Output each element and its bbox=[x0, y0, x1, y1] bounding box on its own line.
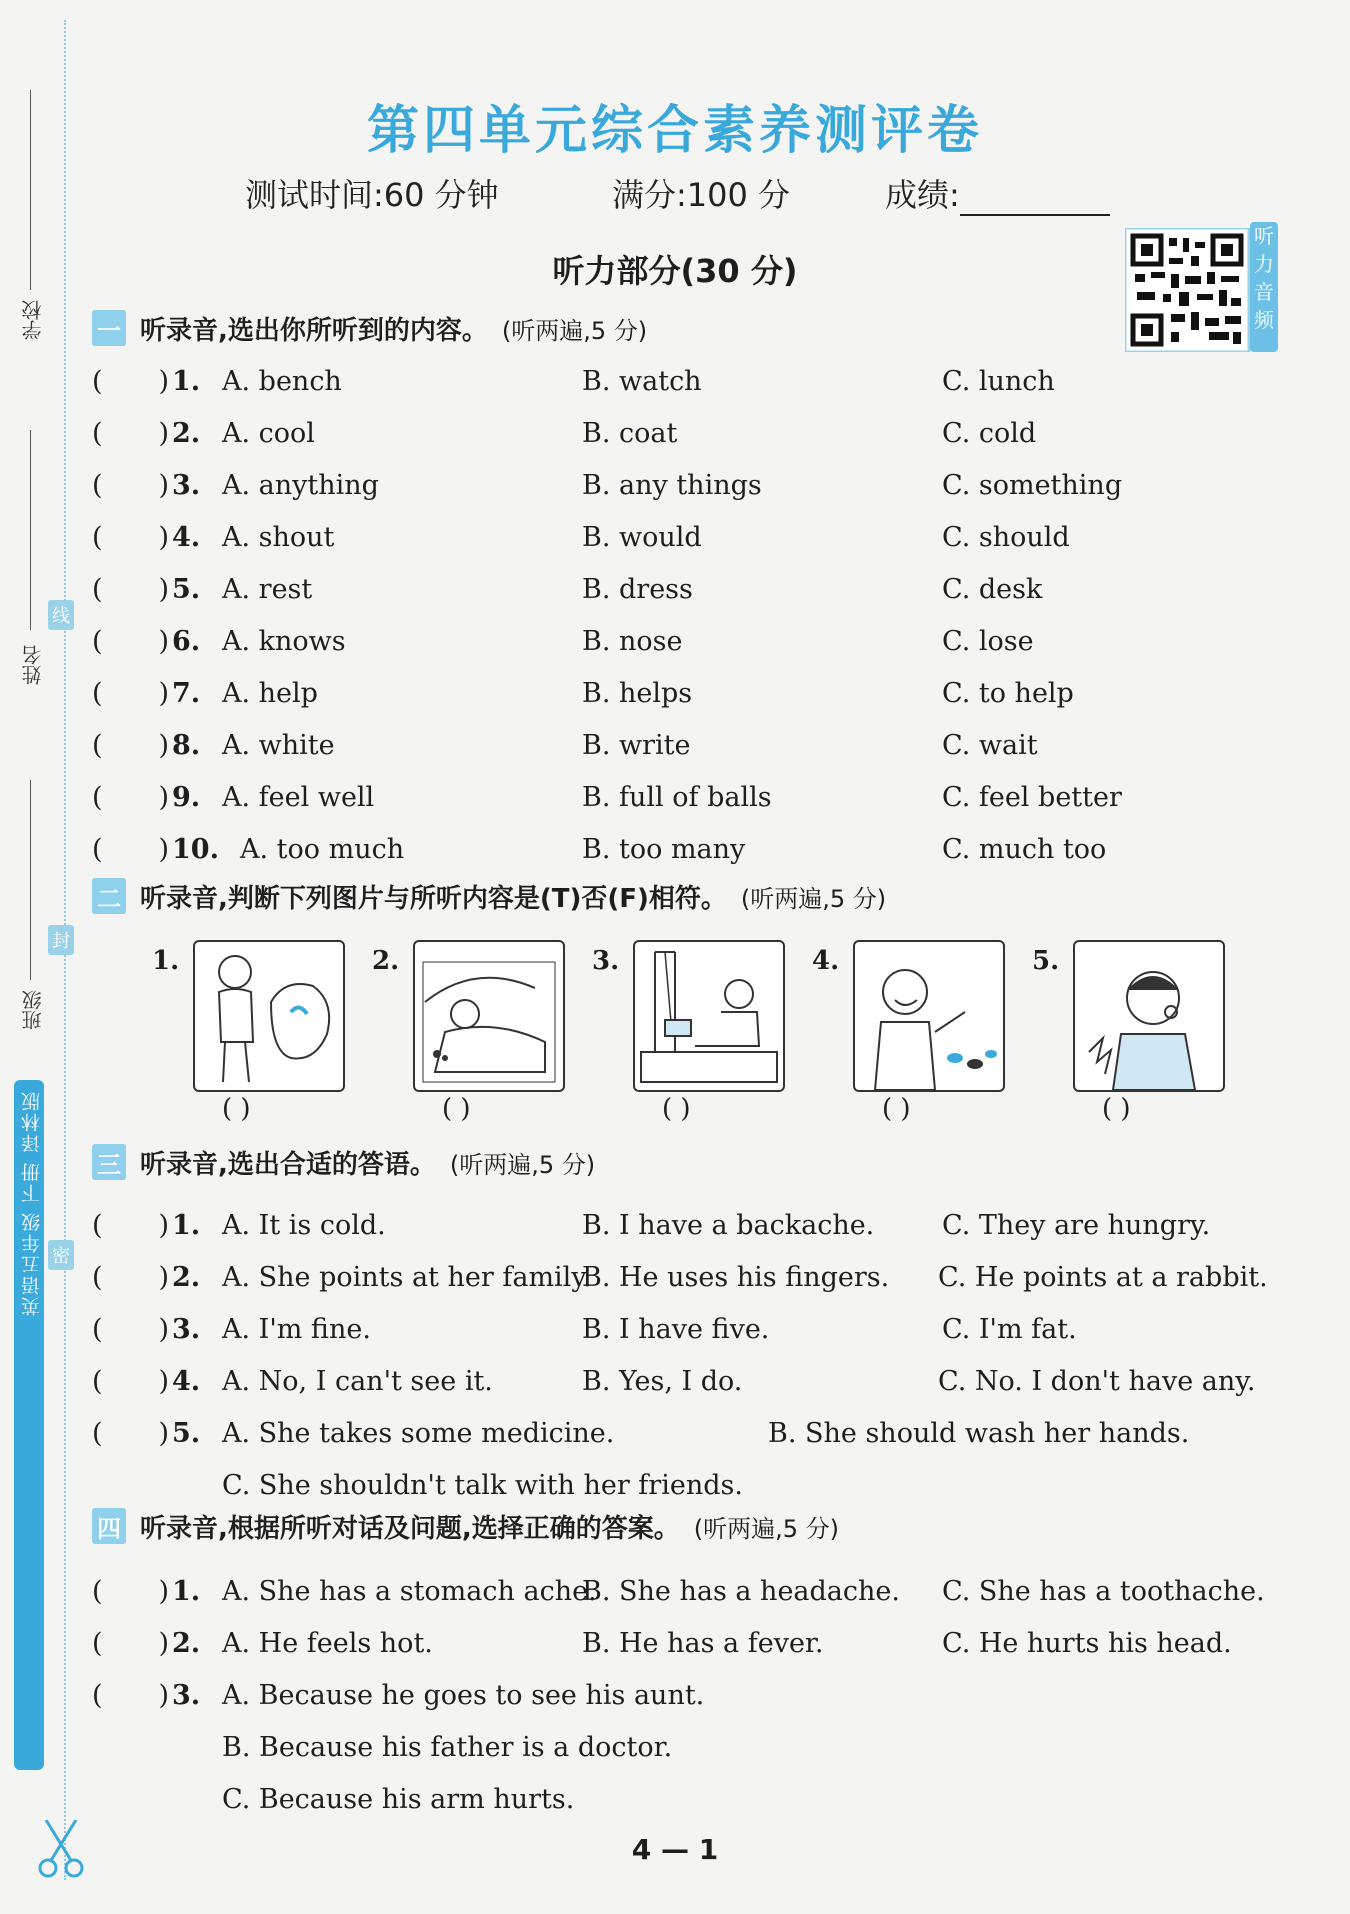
section-1-note: (听两遍,5 分) bbox=[501, 316, 648, 345]
question-number: 1. bbox=[172, 366, 201, 397]
book-title: 英语五年级 下册 译林版 bbox=[21, 1090, 43, 1317]
option-b[interactable]: B. She should wash her hands. bbox=[768, 1418, 1190, 1449]
answer-blank[interactable] bbox=[92, 678, 169, 709]
question-number: 1. bbox=[172, 1576, 201, 1607]
option-c[interactable]: C. cold bbox=[942, 418, 1037, 449]
question-row bbox=[92, 1366, 1292, 1406]
answer-blank[interactable] bbox=[92, 1576, 169, 1607]
question-row bbox=[92, 1680, 1292, 1815]
picture-3-boy-broken-leg bbox=[633, 940, 785, 1092]
question-number: 2. bbox=[172, 1628, 201, 1659]
full-score: 满分:100 分 bbox=[612, 176, 791, 214]
section-3-title: 听录音,选出合适的答语。 bbox=[140, 1149, 436, 1180]
question-number: 4. bbox=[172, 522, 201, 553]
option-c[interactable]: C. No. I don't have any. bbox=[938, 1366, 1256, 1397]
section-2-badge: 二 bbox=[92, 878, 126, 914]
paren-open: ( bbox=[92, 1418, 103, 1449]
picture-2-answer[interactable]: ( ) bbox=[442, 1094, 471, 1124]
section-1-title: 听录音,选出你所听到的内容。 bbox=[140, 315, 488, 346]
option-c[interactable]: C. lunch bbox=[942, 366, 1055, 397]
side-label-class: 班级 bbox=[21, 990, 45, 1030]
option-a[interactable]: A. It is cold. bbox=[222, 1210, 386, 1241]
paren-open: ( bbox=[92, 834, 103, 865]
option-a[interactable]: A. feel well bbox=[222, 782, 375, 813]
paren-close: ) bbox=[158, 626, 170, 657]
section-3-note: (听两遍,5 分) bbox=[449, 1150, 596, 1179]
option-b[interactable]: B. watch bbox=[582, 366, 702, 397]
answer-blank[interactable] bbox=[92, 1262, 169, 1293]
option-b[interactable]: B. Yes, I do. bbox=[582, 1366, 743, 1397]
option-a[interactable]: A. She takes some medicine. bbox=[222, 1418, 615, 1449]
paren-close: ) bbox=[158, 522, 170, 553]
option-a[interactable]: A. Because he goes to see his aunt. bbox=[222, 1680, 705, 1711]
option-b[interactable]: B. coat bbox=[582, 418, 678, 449]
option-a[interactable]: A. I'm fine. bbox=[222, 1314, 371, 1345]
option-c[interactable]: C. should bbox=[942, 522, 1070, 553]
side-label-school: 学校 bbox=[21, 300, 45, 340]
picture-1-answer[interactable]: ( ) bbox=[222, 1094, 251, 1124]
class-write-line bbox=[30, 780, 31, 980]
option-c[interactable]: C. something bbox=[942, 470, 1123, 501]
section-1-header bbox=[92, 308, 647, 348]
side-label-name: 姓名 bbox=[21, 645, 45, 685]
section-2-title: 听录音,判断下列图片与所听内容是(T)否(F)相符。 bbox=[140, 883, 727, 914]
question-number: 7. bbox=[172, 678, 201, 709]
option-a[interactable]: A. She points at her family. bbox=[222, 1262, 592, 1293]
option-b[interactable]: B. any things bbox=[582, 470, 762, 501]
option-a[interactable]: A. He feels hot. bbox=[222, 1628, 433, 1659]
paren-open: ( bbox=[92, 522, 103, 553]
answer-blank[interactable] bbox=[92, 626, 169, 657]
paren-close: ) bbox=[158, 1366, 170, 1397]
picture-2-number: 2. bbox=[372, 946, 400, 976]
picture-1-girl-thinking bbox=[193, 940, 345, 1092]
option-b[interactable]: B. dress bbox=[582, 574, 693, 605]
option-a[interactable]: A. too much bbox=[240, 834, 405, 865]
question-number: 2. bbox=[172, 418, 201, 449]
paren-open: ( bbox=[92, 678, 103, 709]
paren-close: ) bbox=[158, 1314, 170, 1345]
paren-close: ) bbox=[158, 1210, 170, 1241]
question-number: 8. bbox=[172, 730, 201, 761]
answer-blank[interactable] bbox=[92, 1366, 169, 1397]
score-label: 成绩: bbox=[885, 176, 960, 214]
section-2-header bbox=[92, 876, 886, 916]
question-row bbox=[92, 730, 1292, 770]
option-c[interactable]: C. She shouldn't talk with her friends. bbox=[222, 1470, 743, 1501]
listening-part-title: 听力部分(30 分) bbox=[552, 252, 798, 290]
answer-blank[interactable] bbox=[92, 1418, 169, 1449]
question-number: 2. bbox=[172, 1262, 201, 1293]
question-number: 3. bbox=[172, 1314, 201, 1345]
option-a[interactable]: A. shout bbox=[222, 522, 335, 553]
question-number: 1. bbox=[172, 1210, 201, 1241]
option-b[interactable]: B. I have five. bbox=[582, 1314, 770, 1345]
section-4-note: (听两遍,5 分) bbox=[693, 1514, 840, 1543]
question-row bbox=[92, 418, 1292, 458]
page-number: 4 — 1 bbox=[631, 1833, 719, 1866]
paren-open: ( bbox=[92, 730, 103, 761]
option-c[interactable]: C. I'm fat. bbox=[942, 1314, 1077, 1345]
paren-open: ( bbox=[92, 1680, 103, 1711]
side-book-label bbox=[14, 1080, 44, 1770]
side-marker-secret: 密 bbox=[48, 1240, 74, 1270]
option-b[interactable]: B. I have a backache. bbox=[582, 1210, 875, 1241]
paren-close: ) bbox=[158, 366, 170, 397]
question-row bbox=[92, 834, 1292, 874]
question-number: 3. bbox=[172, 1680, 201, 1711]
paren-close: ) bbox=[158, 574, 170, 605]
paren-close: ) bbox=[158, 1576, 170, 1607]
option-b[interactable]: B. helps bbox=[582, 678, 693, 709]
option-c[interactable]: C. She has a toothache. bbox=[942, 1576, 1265, 1607]
option-b[interactable]: B. nose bbox=[582, 626, 683, 657]
picture-4-answer[interactable]: ( ) bbox=[882, 1094, 911, 1124]
paren-close: ) bbox=[158, 678, 170, 709]
paren-close: ) bbox=[158, 782, 170, 813]
question-row bbox=[92, 574, 1292, 614]
option-a[interactable]: A. bench bbox=[222, 366, 342, 397]
option-b[interactable]: B. He uses his fingers. bbox=[582, 1262, 890, 1293]
question-number: 4. bbox=[172, 1366, 201, 1397]
answer-blank[interactable] bbox=[92, 1314, 169, 1345]
option-c[interactable]: C. Because his arm hurts. bbox=[222, 1784, 575, 1815]
option-b[interactable]: B. would bbox=[582, 522, 702, 553]
option-c[interactable]: C. lose bbox=[942, 626, 1034, 657]
answer-blank[interactable] bbox=[92, 834, 169, 865]
paren-close: ) bbox=[158, 1680, 170, 1711]
question-row bbox=[92, 678, 1292, 718]
option-a[interactable]: A. knows bbox=[222, 626, 346, 657]
question-row bbox=[92, 1210, 1292, 1250]
question-row bbox=[92, 366, 1292, 406]
scissors-icon bbox=[36, 1820, 86, 1880]
option-b[interactable]: B. write bbox=[582, 730, 691, 761]
paren-open: ( bbox=[92, 366, 103, 397]
paren-open: ( bbox=[92, 1314, 103, 1345]
option-c[interactable]: C. desk bbox=[942, 574, 1043, 605]
question-number: 5. bbox=[172, 1418, 201, 1449]
qr-listening-audio-tab[interactable]: 听力音频 bbox=[1250, 222, 1278, 352]
paren-open: ( bbox=[92, 1262, 103, 1293]
option-a[interactable]: A. rest bbox=[222, 574, 313, 605]
exam-title: 第四单元综合素养测评卷 bbox=[366, 101, 983, 161]
answer-blank[interactable] bbox=[92, 1680, 169, 1711]
option-c[interactable]: C. much too bbox=[942, 834, 1107, 865]
question-row bbox=[92, 626, 1292, 666]
option-a[interactable]: A. cool bbox=[222, 418, 315, 449]
picture-4-boy-eating-candy bbox=[853, 940, 1005, 1092]
answer-blank[interactable] bbox=[92, 782, 169, 813]
question-number: 9. bbox=[172, 782, 201, 813]
picture-5-boy-toothache bbox=[1073, 940, 1225, 1092]
option-b[interactable]: B. too many bbox=[582, 834, 746, 865]
paren-open: ( bbox=[92, 1576, 103, 1607]
paren-open: ( bbox=[92, 1628, 103, 1659]
test-time: 测试时间:60 分钟 bbox=[245, 176, 499, 214]
paren-open: ( bbox=[92, 1366, 103, 1397]
side-marker-line: 线 bbox=[48, 600, 74, 630]
option-c[interactable]: C. They are hungry. bbox=[942, 1210, 1211, 1241]
option-c[interactable]: C. He hurts his head. bbox=[942, 1628, 1232, 1659]
paren-close: ) bbox=[158, 1418, 170, 1449]
question-row bbox=[92, 1628, 1292, 1668]
answer-blank[interactable] bbox=[92, 522, 169, 553]
paren-close: ) bbox=[158, 1628, 170, 1659]
paren-open: ( bbox=[92, 418, 103, 449]
picture-5-answer[interactable]: ( ) bbox=[1102, 1094, 1131, 1124]
picture-5-number: 5. bbox=[1032, 946, 1060, 976]
option-b[interactable]: B. full of balls bbox=[582, 782, 772, 813]
picture-4-number: 4. bbox=[812, 946, 840, 976]
question-row bbox=[92, 1418, 1292, 1501]
option-b[interactable]: B. He has a fever. bbox=[582, 1628, 824, 1659]
section-4-title: 听录音,根据所听对话及问题,选择正确的答案。 bbox=[140, 1513, 680, 1544]
option-a[interactable]: A. anything bbox=[222, 470, 379, 501]
section-3-header bbox=[92, 1142, 595, 1182]
name-write-line bbox=[30, 430, 31, 630]
paren-open: ( bbox=[92, 470, 103, 501]
paren-open: ( bbox=[92, 574, 103, 605]
side-marker-seal: 封 bbox=[48, 925, 74, 955]
picture-2-boy-in-bed bbox=[413, 940, 565, 1092]
option-a[interactable]: A. white bbox=[222, 730, 335, 761]
paren-open: ( bbox=[92, 782, 103, 813]
question-row bbox=[92, 1262, 1292, 1302]
section-4-header bbox=[92, 1506, 839, 1546]
option-a[interactable]: A. She has a stomach ache. bbox=[222, 1576, 597, 1607]
picture-3-number: 3. bbox=[592, 946, 620, 976]
option-b[interactable]: B. Because his father is a doctor. bbox=[222, 1732, 673, 1763]
option-c[interactable]: C. wait bbox=[942, 730, 1038, 761]
question-number: 10. bbox=[172, 834, 219, 865]
score-field bbox=[885, 170, 1110, 216]
question-number: 3. bbox=[172, 470, 201, 501]
question-number: 5. bbox=[172, 574, 201, 605]
section-3-badge: 三 bbox=[92, 1144, 126, 1180]
paren-close: ) bbox=[158, 730, 170, 761]
option-b[interactable]: B. She has a headache. bbox=[582, 1576, 900, 1607]
score-blank[interactable] bbox=[960, 186, 1110, 216]
answer-blank[interactable] bbox=[92, 574, 169, 605]
option-a[interactable]: A. No, I can't see it. bbox=[222, 1366, 493, 1397]
option-c[interactable]: C. feel better bbox=[942, 782, 1122, 813]
paren-close: ) bbox=[158, 834, 170, 865]
answer-blank[interactable] bbox=[92, 730, 169, 761]
section-4-badge: 四 bbox=[92, 1508, 126, 1544]
answer-blank[interactable] bbox=[92, 1628, 169, 1659]
answer-blank[interactable] bbox=[92, 1210, 169, 1241]
question-row bbox=[92, 782, 1292, 822]
question-row bbox=[92, 522, 1292, 562]
paren-open: ( bbox=[92, 626, 103, 657]
paren-close: ) bbox=[158, 418, 170, 449]
paren-open: ( bbox=[92, 1210, 103, 1241]
question-row bbox=[92, 1314, 1292, 1354]
paren-close: ) bbox=[158, 470, 170, 501]
answer-blank[interactable] bbox=[92, 366, 169, 397]
section-2-note: (听两遍,5 分) bbox=[740, 884, 887, 913]
question-row bbox=[92, 1576, 1292, 1616]
question-number: 6. bbox=[172, 626, 201, 657]
picture-3-answer[interactable]: ( ) bbox=[662, 1094, 691, 1124]
option-c[interactable]: C. He points at a rabbit. bbox=[938, 1262, 1268, 1293]
answer-blank[interactable] bbox=[92, 418, 169, 449]
section-1-badge: 一 bbox=[92, 310, 126, 346]
picture-1-number: 1. bbox=[152, 946, 180, 976]
option-c[interactable]: C. to help bbox=[942, 678, 1074, 709]
paren-close: ) bbox=[158, 1262, 170, 1293]
answer-blank[interactable] bbox=[92, 470, 169, 501]
question-row bbox=[92, 470, 1292, 510]
option-a[interactable]: A. help bbox=[222, 678, 318, 709]
